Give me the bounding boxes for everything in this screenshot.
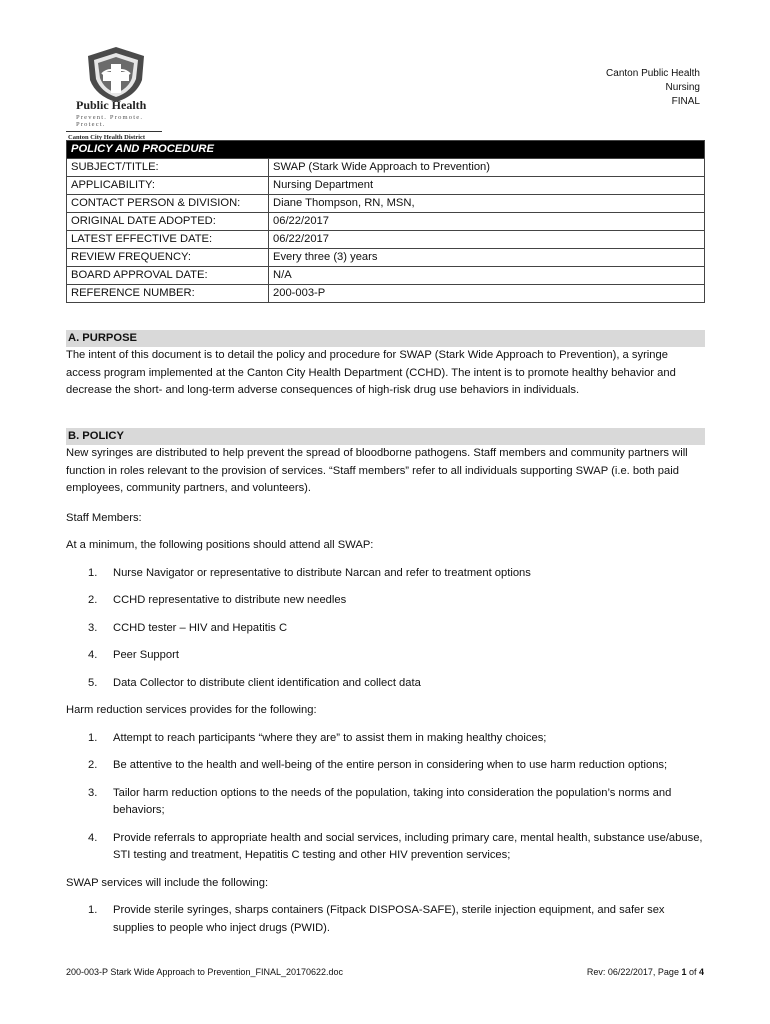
list-text: CCHD tester – HIV and Hepatitis C — [113, 621, 288, 634]
purpose-body: The intent of this document is to detail the policy and procedure for SWAP (Stark Wide Approach to Prevention), a syringe access program implemented at the Canton City Health Department (CCHD). The intent is to promote healthy behavior and decrease the short- and long-term adverse consequences of high-risk drug use behaviors in individuals. — [66, 349, 676, 396]
list-number: 1. — [88, 904, 98, 916]
footer-page-number: 1 — [681, 967, 687, 977]
harm-reduction-intro: Harm reduction services provides for the following: — [66, 704, 317, 716]
row-value: 200-003-P — [269, 285, 705, 303]
row-label: APPLICABILITY: — [67, 177, 269, 195]
list-item — [66, 675, 705, 693]
list-item — [66, 647, 705, 665]
positions-intro: At a minimum, the following positions should attend all SWAP: — [66, 539, 374, 551]
footer-rev-text: Rev: 06/22/2017, Page — [586, 967, 682, 977]
list-item — [66, 730, 705, 748]
table-row — [67, 285, 705, 303]
purpose-heading: A. PURPOSE — [66, 330, 705, 347]
positions-list — [66, 565, 705, 693]
policy-table-header — [67, 141, 705, 159]
row-label: REFERENCE NUMBER: — [67, 285, 269, 303]
list-text: Provide referrals to appropriate health and social services, including primary care, mental health, substance use/abuse, STI testing and treatment, Hepatitis C testing and other HIV prevention services; — [113, 831, 703, 861]
table-row — [67, 177, 705, 195]
footer-filename: 200-003-P Stark Wide Approach to Prevention_FINAL_20170622.doc — [66, 967, 344, 977]
logo-text — [66, 98, 166, 141]
staff-members-label: Staff Members: — [66, 511, 142, 524]
row-value: N/A — [269, 267, 705, 285]
row-label: BOARD APPROVAL DATE: — [67, 267, 269, 285]
header-org: Canton Public Health — [606, 68, 700, 79]
list-text: Data Collector to distribute client identification and collect data — [113, 676, 421, 689]
row-label: CONTACT PERSON & DIVISION: — [67, 195, 269, 213]
list-number: 3. — [88, 621, 98, 634]
row-value: 06/22/2017 — [269, 213, 705, 231]
logo-divider — [66, 131, 162, 132]
list-text: Be attentive to the health and well-being of the entire person in considering when to use harm reduction options; — [113, 759, 668, 771]
row-label: REVIEW FREQUENCY: — [67, 249, 269, 267]
row-label: ORIGINAL DATE ADOPTED: — [67, 213, 269, 231]
list-text: CCHD representative to distribute new needles — [113, 594, 347, 606]
policy-heading: B. POLICY — [66, 428, 705, 445]
footer-page-total: 4 — [698, 967, 704, 977]
table-row — [67, 195, 705, 213]
header-dept: Nursing — [665, 82, 700, 93]
list-item — [66, 902, 705, 937]
list-number: 2. — [88, 759, 98, 771]
table-row — [67, 267, 705, 285]
row-value: SWAP (Stark Wide Approach to Prevention) — [269, 159, 705, 177]
list-number: 4. — [88, 649, 98, 661]
policy-section — [66, 428, 705, 937]
table-row — [67, 231, 705, 249]
list-item — [66, 620, 705, 638]
list-item — [66, 592, 705, 610]
logo-tagline: Prevent. Promote. Protect. — [76, 114, 144, 128]
footer-of: of — [686, 967, 699, 977]
list-text: Peer Support — [113, 649, 179, 661]
purpose-section — [66, 330, 705, 400]
document-header — [606, 67, 700, 109]
list-item — [66, 757, 705, 775]
table-row — [67, 249, 705, 267]
list-item — [66, 785, 705, 820]
list-text: Provide sterile syringes, sharps containers (Fitpack DISPOSA-SAFE), sterile injection equipment, and safer sex supplies to people who inject drugs (PWID). — [113, 904, 665, 934]
logo-title: Public Health — [76, 98, 147, 112]
list-text: Nurse Navigator or representative to distribute Narcan and refer to treatment options — [113, 566, 531, 579]
list-number: 3. — [88, 786, 98, 799]
list-number: 5. — [88, 676, 98, 689]
table-row — [67, 213, 705, 231]
header-status: FINAL — [671, 96, 700, 107]
row-value: Diane Thompson, RN, MSN, — [269, 195, 705, 213]
row-value: Every three (3) years — [269, 249, 705, 267]
policy-body: New syringes are distributed to help prevent the spread of bloodborne pathogens. Staff members and community partners will function in roles relevant to the provision of services. “Staff members” refer to all individuals supporting SWAP (i.e. both paid employees, community partners, and volunteers). — [66, 447, 688, 494]
policy-info-table — [66, 140, 705, 303]
harm-reduction-list — [66, 730, 705, 865]
swap-services-intro: SWAP services will include the following: — [66, 876, 269, 889]
swap-services-list — [66, 902, 705, 937]
policy-table-heading: POLICY AND PROCEDURE — [67, 141, 705, 159]
list-text: Attempt to reach participants “where they are” to assist them in making healthy choices; — [113, 731, 547, 744]
row-label: SUBJECT/TITLE: — [67, 159, 269, 177]
row-label: LATEST EFFECTIVE DATE: — [67, 231, 269, 249]
footer-revision — [587, 967, 704, 977]
list-item — [66, 565, 705, 583]
row-value: Nursing Department — [269, 177, 705, 195]
list-item — [66, 830, 705, 865]
list-number: 2. — [88, 594, 98, 606]
row-value: 06/22/2017 — [269, 231, 705, 249]
list-text: Tailor harm reduction options to the needs of the population, taking into consideration the population’s norms and behaviors; — [113, 786, 672, 816]
list-number: 1. — [88, 566, 98, 579]
list-number: 4. — [88, 831, 98, 844]
list-number: 1. — [88, 731, 98, 744]
table-row — [67, 159, 705, 177]
logo-district: Canton City Health District — [68, 134, 146, 141]
